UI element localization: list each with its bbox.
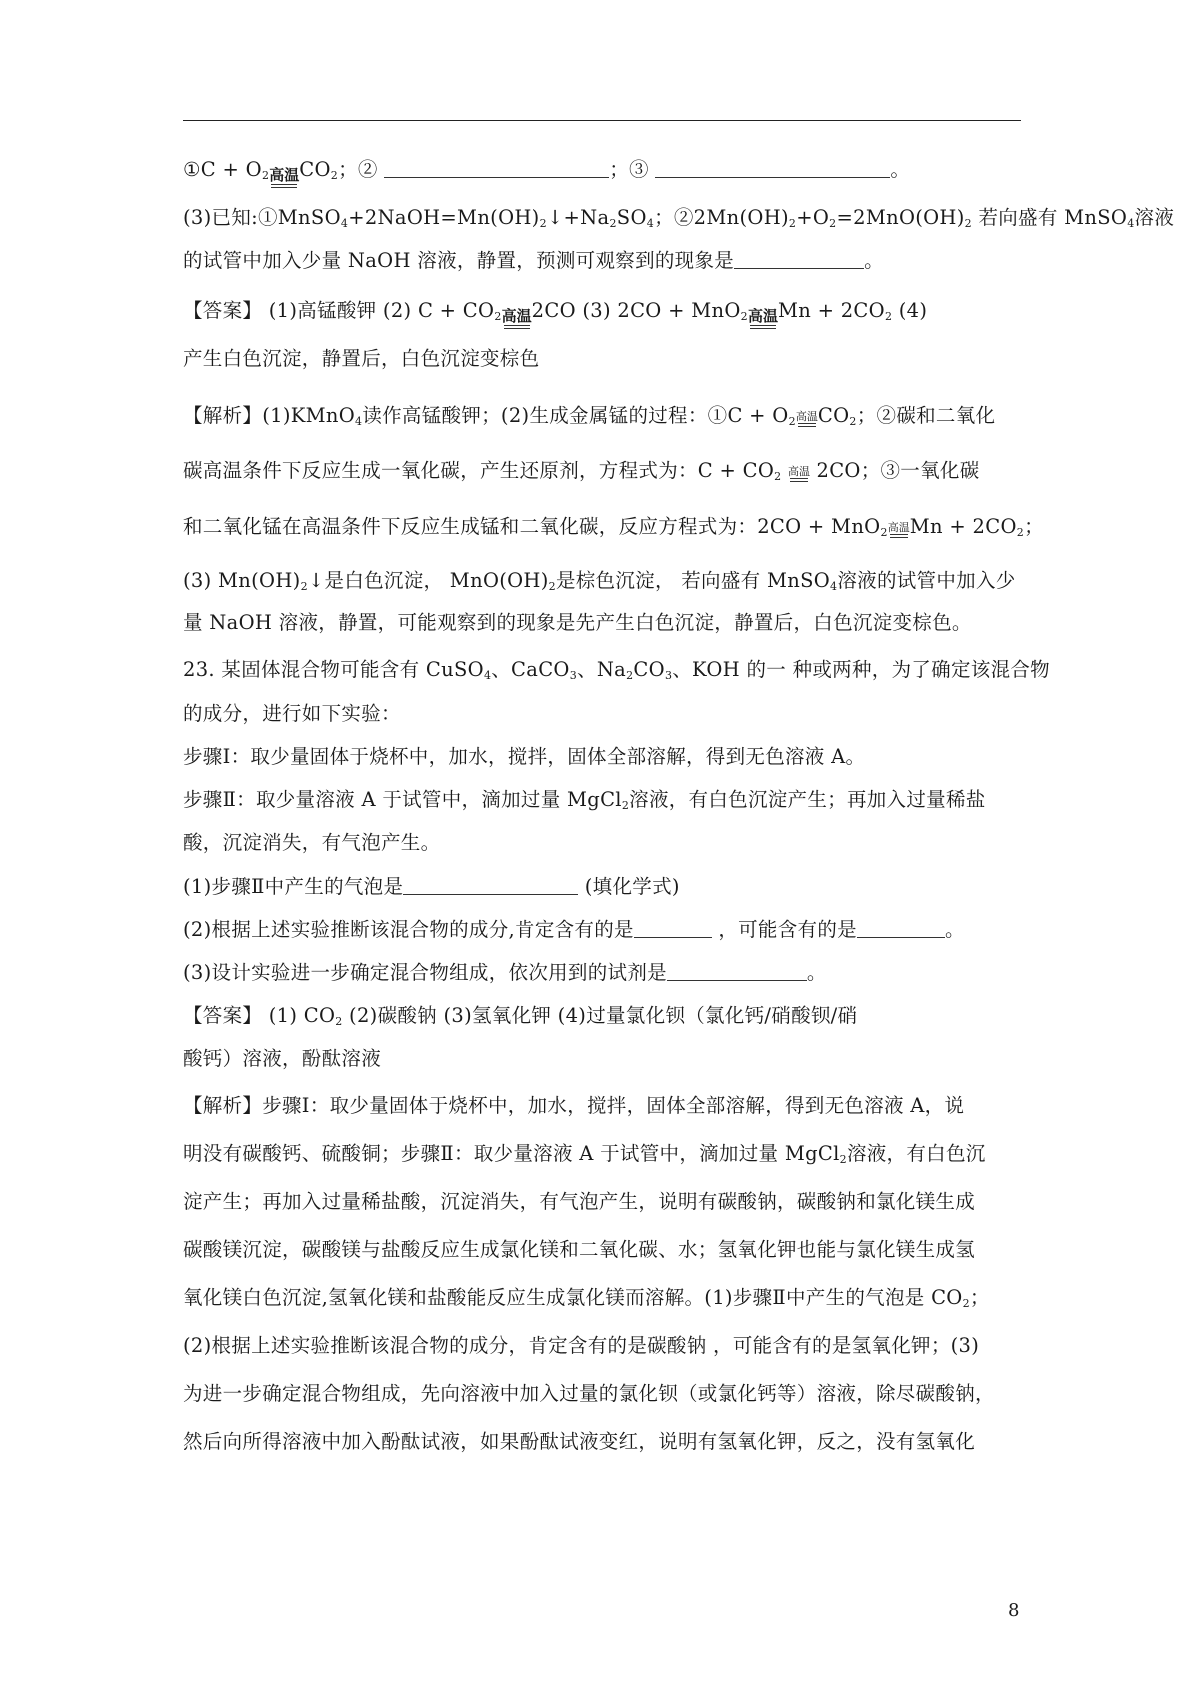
answer-line-22-cont: 产生白色沉淀，静置后，白色沉淀变棕色 <box>183 347 540 370</box>
analysis-23-line-5: 氧化镁白色沉淀,氢氧化镁和盐酸能反应生成氯化镁而溶解。(1)步骤Ⅱ中产生的气泡是 $CO_2$； <box>183 1286 990 1310</box>
header-rule <box>183 120 1021 121</box>
question-23-line-2: 的成分，进行如下实验： <box>183 702 401 725</box>
sub-question-1: (1)步骤Ⅱ中产生的气泡是 (填化学式) <box>183 875 680 898</box>
sub-question-2: (2)根据上述实验推断该混合物的成分,肯定含有的是 ，可能含有的是 。 <box>183 918 965 941</box>
analysis-23-line-2: 明没有碳酸钙、硫酸铜；步骤Ⅱ：取少量溶液 A 于试管中，滴加过量 MgCl$_2$溶液，有白色沉 <box>183 1142 986 1166</box>
question-3-line: (3)已知$:①MnSO_4+2NaOH=Mn(OH)_2↓+Na_2SO_4$；$②2Mn(OH)_2+O_2=2MnO(OH)_2$ 若向盛有 MnSO$_4$溶液 <box>183 206 1175 230</box>
analysis-line-1: 【解析】(1)KMnO$_4$读作高锰酸钾；(2)生成金属锰的过程：①C + $O_2$ 高温 $CO_2$；②碳和二氧化 <box>183 404 996 428</box>
sub-question-3: (3)设计实验进一步确定混合物组成，依次用到的试剂是 。 <box>183 961 827 984</box>
answer-blank-possible[interactable] <box>857 919 945 938</box>
analysis-23-line-3: 淀产生；再加入过量稀盐酸，沉淀消失，有气泡产生，说明有碳酸钠，碳酸钠和氯化镁生成 <box>183 1190 976 1213</box>
analysis-23-line-8: 然后向所得溶液中加入酚酞试液，如果酚酞试液变红，说明有氢氧化钾，反之，没有氢氧化 <box>183 1430 976 1453</box>
analysis-23-line-4: 碳酸镁沉淀，碳酸镁与盐酸反应生成氯化镁和二氧化碳、水；氢氧化钾也能与氯化镁生成氢 <box>183 1238 976 1261</box>
answer-blank-reagents[interactable] <box>667 962 807 981</box>
analysis-23-line-7: 为进一步确定混合物组成，先向溶液中加入过量的氯化钡（或氯化钙等）溶液，除尽碳酸钠， <box>183 1382 995 1405</box>
step-2-cont: 酸，沉淀消失，有气泡产生。 <box>183 831 441 854</box>
step-2: 步骤Ⅱ：取少量溶液 A 于试管中，滴加过量 MgCl$_2$溶液，有白色沉淀产生；再加入过量稀盐 <box>183 788 986 812</box>
analysis-line-4: (3) $Mn(OH)_2↓$是白色沉淀， $MnO(OH)_2$是棕色沉淀， 若向盛有 MnSO$_4$溶液的试管中加入少 <box>183 569 1016 593</box>
analysis-line-5: 量 NaOH 溶液，静置，可能观察到的现象是先产生白色沉淀，静置后，白色沉淀变棕色。 <box>183 611 972 634</box>
analysis-23-line-1: 【解析】步骤Ⅰ：取少量固体于烧杯中，加水，搅拌，固体全部溶解，得到无色溶液 A，说 <box>183 1094 965 1117</box>
answer-blank-3[interactable] <box>655 159 890 178</box>
answer-blank-definite[interactable] <box>634 919 712 938</box>
equation-line-1: ①C + $O_2$ 高温 $CO_2$；② ；③ 。 <box>183 157 910 188</box>
answer-blank-2[interactable] <box>384 159 609 178</box>
question-3-line-2: 的试管中加入少量 NaOH 溶液，静置，预测可观察到的现象是 。 <box>183 249 884 272</box>
answer-line-23: 【答案】 (1) $CO_2$ (2)碳酸钠 (3)氢氧化钾 (4)过量氯化钡（氯化钙/硝酸钡/硝 <box>183 1004 858 1028</box>
question-23-line-1: 23. 某固体混合物可能含有 CuSO$_4$、CaCO$_3$、$Na_2CO_3$、KOH 的一 种或两种，为了确定该混合物 <box>183 658 1050 682</box>
step-1: 步骤Ⅰ：取少量固体于烧杯中，加水，搅拌，固体全部溶解，得到无色溶液 A。 <box>183 745 866 768</box>
answer-line-23-cont: 酸钙）溶液，酚酞溶液 <box>183 1047 382 1070</box>
answer-blank-gas[interactable] <box>403 876 578 895</box>
high-temp-condition: 高温 <box>269 168 299 188</box>
answer-line-22: 【答案】 (1)高锰酸钾 (2) $C + CO_2$ 高温 2CO (3) 2CO + MnO$_2$ 高温 $Mn + 2CO_2$ (4) <box>183 298 927 329</box>
analysis-line-3: 和二氧化锰在高温条件下反应生成锰和二氧化碳，反应方程式为：2CO + MnO$_2$ 高温 $Mn + 2CO_2$； <box>183 515 1044 539</box>
page-number: 8 <box>1008 1600 1020 1621</box>
analysis-23-line-6: (2)根据上述实验推断该混合物的成分，肯定含有的是碳酸钠 ，可能含有的是氢氧化钾；(3) <box>183 1334 980 1357</box>
analysis-line-2: 碳高温条件下反应生成一氧化碳，产生还原剂，方程式为：$C + CO_2$ 高温 2CO；③一氧化碳 <box>183 459 980 483</box>
answer-blank-phenomenon[interactable] <box>734 250 864 269</box>
